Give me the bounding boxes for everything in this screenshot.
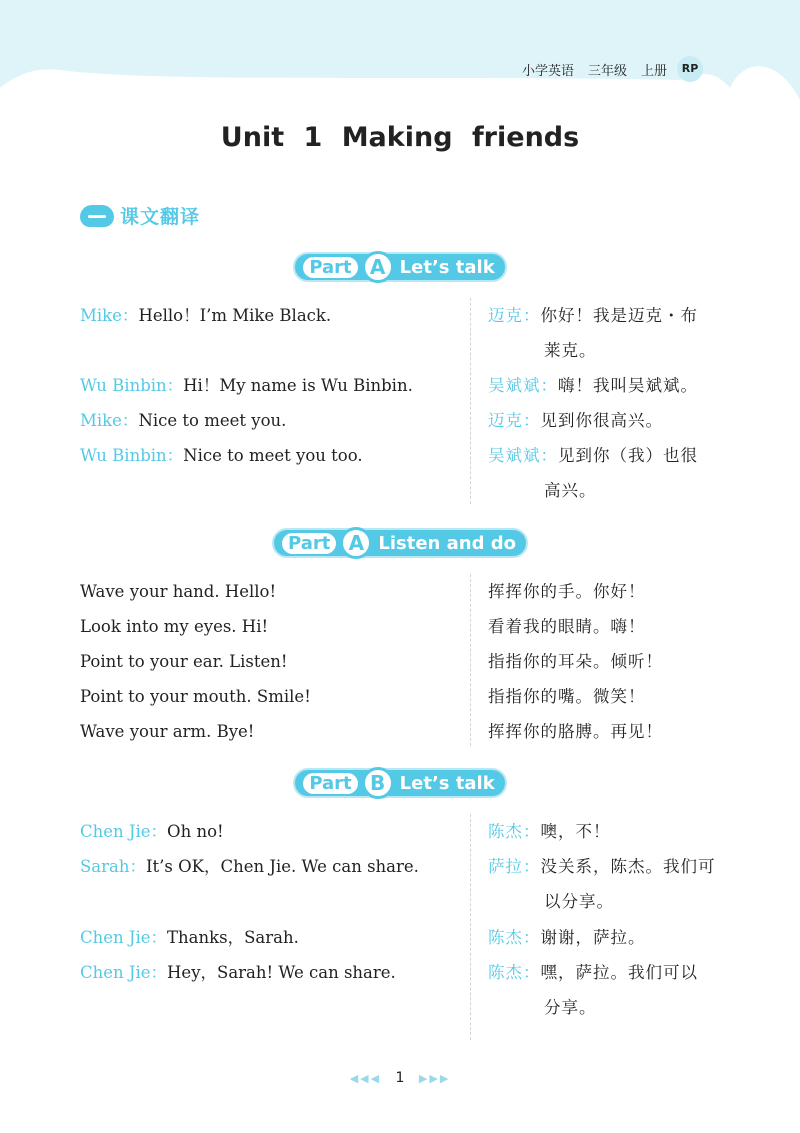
dialogue-line-cn	[488, 438, 738, 508]
instruction-line-cn: 挥挥你的手。你好！	[488, 582, 646, 601]
book-grade: 三年级	[588, 63, 628, 79]
speaker-name: Chen Jie：	[80, 928, 168, 947]
dialogue-line-en	[80, 403, 460, 438]
speaker-name: Wu Binbin：	[80, 446, 184, 465]
speaker-name: Mike：	[80, 306, 139, 325]
section-heading	[80, 202, 200, 229]
part-letter: B	[362, 767, 394, 799]
instruction-line-cn: 指指你的耳朵。倾听！	[488, 652, 663, 671]
column-divider	[470, 298, 471, 504]
line-text-continued: 高兴。	[544, 481, 597, 500]
dialogue-line-en	[80, 920, 460, 955]
dialogue-line-cn	[488, 955, 738, 1025]
book-subject: 小学英语	[522, 63, 575, 79]
speaker-name: 迈克：	[488, 411, 541, 430]
left-arrows-icon: ◀◀◀	[349, 1072, 382, 1085]
page-footer	[0, 1070, 800, 1086]
speaker-name: Chen Jie：	[80, 822, 168, 841]
dialogue-line-cn	[488, 814, 738, 849]
line-text: 没关系，陈杰。我们可	[540, 857, 716, 876]
line-text: Oh no!	[167, 822, 224, 841]
part-banner-b-talk	[0, 762, 800, 804]
dialogue-line-en	[80, 814, 460, 849]
line-text-continued: 莱克。	[544, 341, 597, 360]
speaker-name: 迈克：	[488, 306, 541, 325]
part-title: Let’s talk	[399, 772, 495, 794]
line-text: Nice to meet you too.	[183, 446, 363, 465]
speaker-name: 陈杰：	[488, 963, 541, 982]
line-text: It’s OK，Chen Jie. We can share.	[146, 857, 419, 876]
speaker-name: Sarah：	[80, 857, 146, 876]
publisher-badge: RP	[677, 56, 703, 82]
part-letter: A	[340, 527, 372, 559]
instruction-line-cn: 挥挥你的胳膊。再见！	[488, 722, 663, 741]
part-label: Part	[303, 257, 357, 278]
dialogue-line-cn	[488, 403, 738, 438]
dialogue-line-cn	[488, 368, 738, 403]
instruction-line-cn: 看着我的眼睛。嗨！	[488, 617, 646, 636]
instruction-line-en: Wave your hand. Hello!	[80, 582, 277, 601]
part-banner-a-listen	[0, 522, 800, 564]
line-text-continued: 分享。	[544, 998, 597, 1017]
book-volume: 上册	[641, 63, 668, 79]
line-text: 嘿，萨拉。我们可以	[540, 963, 698, 982]
section-number-icon	[80, 205, 114, 227]
part-label: Part	[282, 533, 336, 554]
speaker-name: 萨拉：	[488, 857, 541, 876]
dialogue-line-en	[80, 368, 460, 403]
line-text: 谢谢，萨拉。	[540, 928, 646, 947]
line-text: Nice to meet you.	[138, 411, 287, 430]
instruction-line-cn: 指指你的嘴。微笑！	[488, 687, 646, 706]
line-text-continued: 以分享。	[544, 892, 614, 911]
part-banner-a-talk	[0, 246, 800, 288]
dialogue-line-cn	[488, 849, 738, 919]
instruction-line-en: Wave your arm. Bye!	[80, 722, 255, 741]
line-text: 见到你很高兴。	[540, 411, 663, 430]
speaker-name: 吴斌斌：	[488, 376, 558, 395]
dialogue-line-en	[80, 955, 460, 990]
instruction-line-en: Look into my eyes. Hi!	[80, 617, 269, 636]
column-divider	[470, 574, 471, 746]
dialogue-line-cn	[488, 920, 738, 955]
line-text: 见到你（我）也很	[558, 446, 698, 465]
section-label: 课文翻译	[120, 206, 201, 228]
speaker-name: Mike：	[80, 411, 139, 430]
book-info	[522, 56, 742, 82]
line-text: Hey，Sarah! We can share.	[167, 963, 396, 982]
speaker-name: Chen Jie：	[80, 963, 168, 982]
page-number: 1	[395, 1070, 405, 1086]
speaker-name: 陈杰：	[488, 822, 541, 841]
column-divider	[470, 814, 471, 1040]
part-letter: A	[362, 251, 394, 283]
page-title: Unit 1 Making friends	[220, 122, 580, 153]
right-arrows-icon: ▶▶▶	[418, 1072, 451, 1085]
part-title: Let’s talk	[399, 256, 495, 278]
dialogue-line-en	[80, 849, 460, 884]
instruction-line-en: Point to your mouth. Smile!	[80, 687, 311, 706]
line-text: Thanks，Sarah.	[167, 928, 299, 947]
line-text: 噢，不！	[540, 822, 611, 841]
line-text: Hello！I’m Mike Black.	[138, 306, 332, 325]
instruction-line-en: Point to your ear. Listen!	[80, 652, 288, 671]
dialogue-line-en	[80, 438, 460, 473]
speaker-name: 陈杰：	[488, 928, 541, 947]
speaker-name: 吴斌斌：	[488, 446, 558, 465]
speaker-name: Wu Binbin：	[80, 376, 184, 395]
line-text: 你好！我是迈克・布	[540, 306, 698, 325]
dialogue-line-en	[80, 298, 460, 333]
line-text: 嗨！我叫吴斌斌。	[558, 376, 698, 395]
line-text: Hi！My name is Wu Binbin.	[183, 376, 413, 395]
part-label: Part	[303, 773, 357, 794]
dialogue-line-cn	[488, 298, 738, 368]
part-title: Listen and do	[378, 532, 516, 554]
